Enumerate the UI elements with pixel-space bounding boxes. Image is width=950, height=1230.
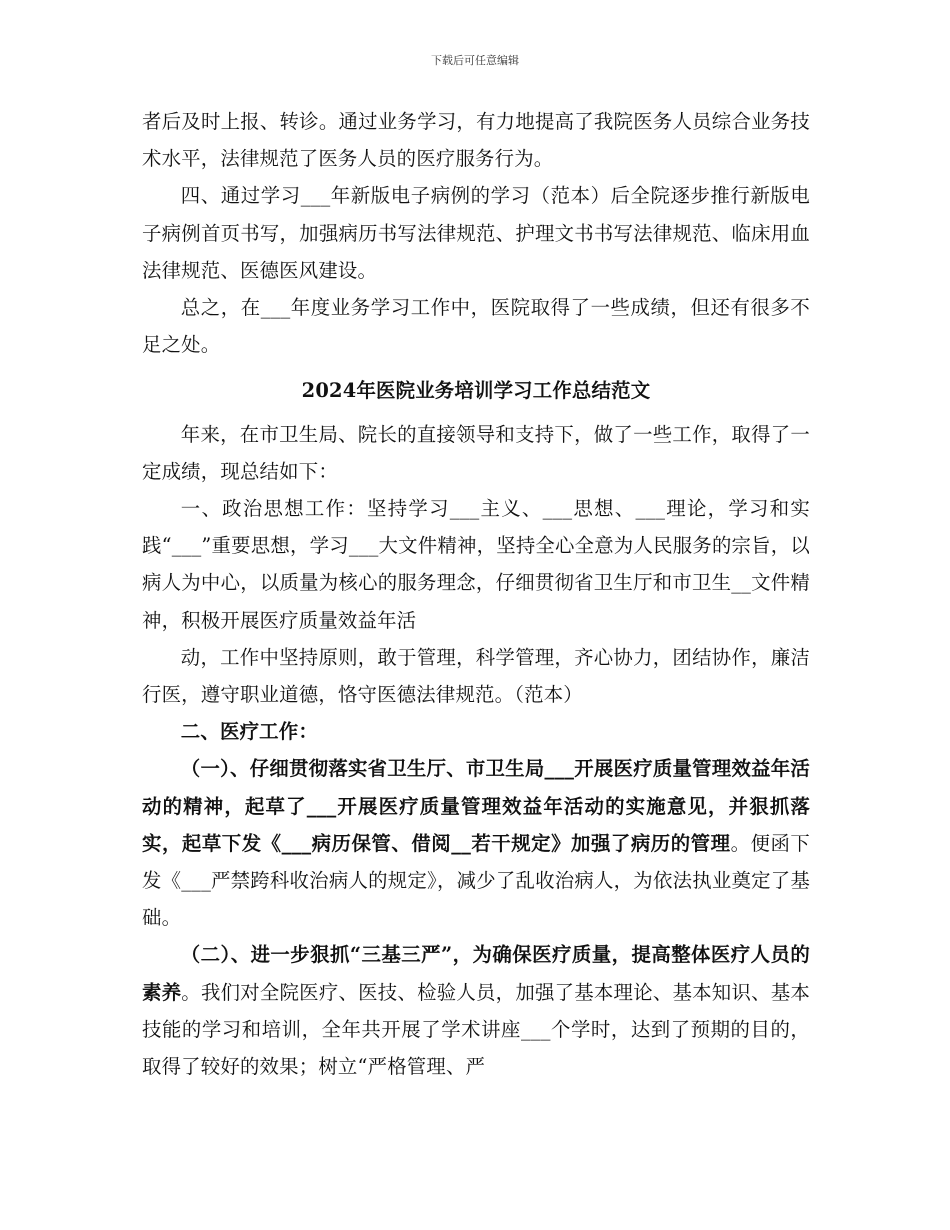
- paragraph: [142, 936, 810, 1085]
- paragraph: 动，工作中坚持原则，敢于管理，科学管理，齐心协力，团结协作，廉洁行医，遵守职业道德，恪守医德法律规范。（范本）: [142, 645, 810, 707]
- paragraph: [142, 750, 810, 936]
- body-text: 。我们对全院医疗、医技、检验人员，加强了基本理论、基本知识、基本技能的学习和培训，全年共开展了学术讲座___个学时，达到了预期的目的，取得了较好的效果；树立“严格管理、严: [142, 980, 810, 1079]
- subheading: 二、医疗工作：: [180, 720, 318, 744]
- document-body: [142, 103, 810, 1085]
- paragraph: 者后及时上报、转诊。通过业务学习，有力地提高了我院医务人员综合业务技术水平，法律规范了医务人员的医疗服务行为。: [142, 110, 810, 171]
- bold-text: （二）、进一步狠抓“三基三严”，为确保医疗质量，提高整体医疗人员的素养: [142, 943, 810, 1004]
- body-text: 。便函下发《___严禁跨科收治病人的规定》，减少了乱收治病人，为依法执业奠定了基础。: [142, 831, 810, 930]
- paragraph: 一、政治思想工作：坚持学习___主义、___思想、___理论，学习和实践“___”重要思想，学习___大文件精神，坚持全心全意为人民服务的宗旨，以病人为中心，以质量为核心的服务理念，仔细贯彻省卫生厅和市卫生__文件精神，积极开展医疗质量效益年活: [142, 497, 810, 632]
- paragraph: 总之，在___年度业务学习工作中，医院取得了一些成绩，但还有很多不足之处。: [142, 296, 810, 357]
- page-header: 下载后可任意编辑: [431, 54, 519, 67]
- paragraph: 年来，在市卫生局、院长的直接领导和支持下，做了一些工作，取得了一定成绩，现总结如下：: [142, 422, 810, 483]
- bold-text: （一）、仔细贯彻落实省卫生厅、市卫生局___开展医疗质量管理效益年活动的精神，起草了___开展医疗质量管理效益年活动的实施意见，并狠抓落实，起草下发《___病历保管、借阅__若干规定》加强了病历的管理: [142, 757, 810, 855]
- section-title: 2024年医院业务培训学习工作总结范文: [301, 379, 651, 403]
- paragraph: 四、通过学习___年新版电子病例的学习（范本）后全院逐步推行新版电子病例首页书写，加强病历书写法律规范、护理文书书写法律规范、临床用血法律规范、医德医风建设。: [142, 184, 810, 282]
